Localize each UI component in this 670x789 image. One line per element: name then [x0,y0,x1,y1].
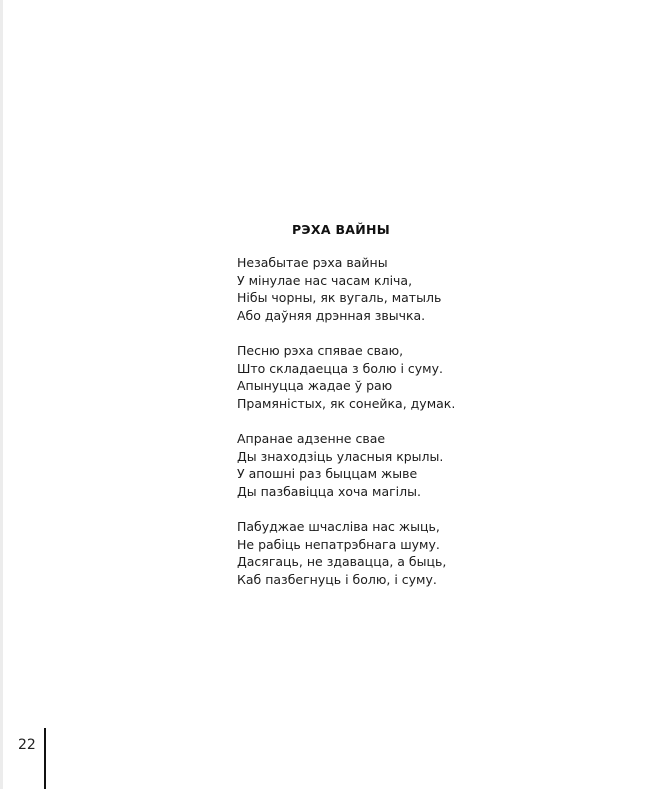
poem-line: Незабытае рэха вайны [237,255,388,270]
poem-line: Песню рэха спявае сваю, [237,343,404,358]
poem-title: РЭХА ВАЙНЫ [291,222,391,237]
page-edge [0,0,3,789]
poem-line: Што складаецца з болю і суму. [237,360,443,376]
poem-line: Пабуджае шчасліва нас жыць, [237,519,440,534]
stanza-4 [237,518,537,589]
poem-line: Ды знаходзіць уласныя крылы. [237,448,444,464]
poem-line: Каб пазбегнуць і болю, і суму. [237,572,437,588]
poem-line: Апранае адзенне свае [237,431,386,446]
stanza-3 [237,430,537,501]
poem-line: Або даўняя дрэнная звычка. [237,308,426,324]
poem-line: У мінулае нас часам кліча, [237,272,413,288]
stanza-1 [237,254,537,325]
poem-line: Не рабіць непатрэбнага шуму. [237,536,440,552]
poem-line: У апошні раз быццам жыве [237,466,418,482]
poem-line: Ды пазбавіцца хоча магілы. [237,484,421,500]
stanza-2 [237,342,537,413]
poem-line: Дасягаць, не здавацца, а быць, [237,554,447,570]
poem-line: Нібы чорны, як вугаль, матыль [237,290,442,306]
poem-line: Апынуцца жадае ў раю [237,378,393,394]
folio-rule [44,728,46,789]
poem-line: Прамяністых, як сонейка, думак. [237,396,456,412]
page-number: 22 [18,737,36,753]
